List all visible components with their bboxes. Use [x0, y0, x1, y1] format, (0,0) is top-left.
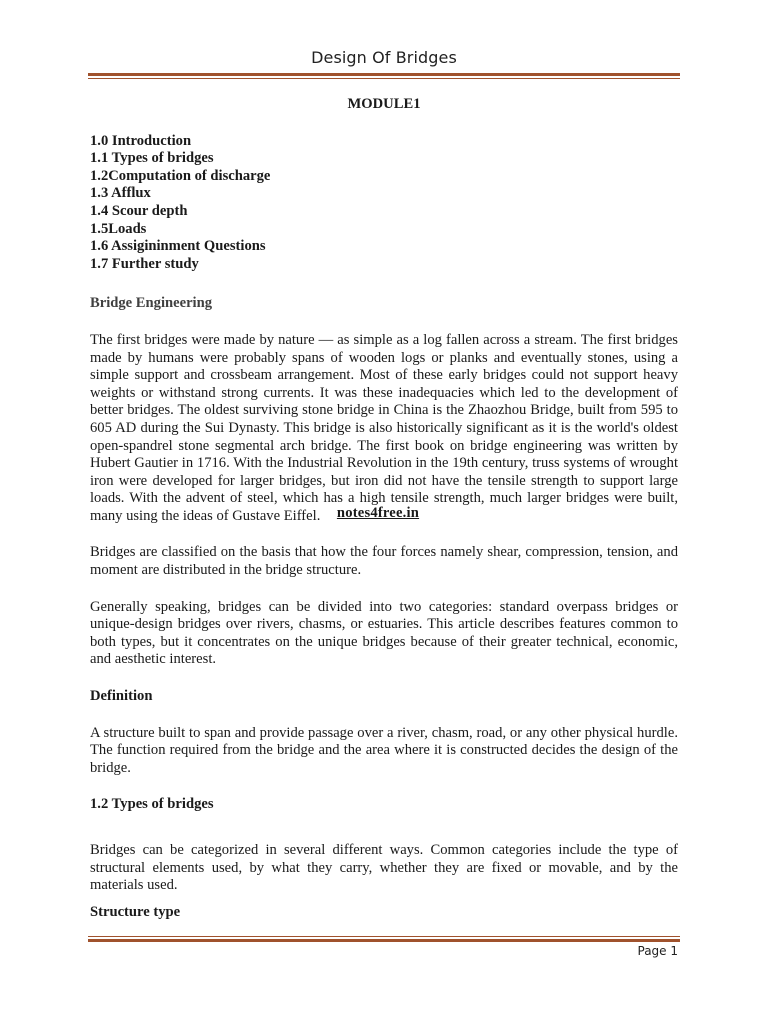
toc-item: 1.0 Introduction: [90, 132, 192, 149]
toc-item: 1.2Computation of discharge: [90, 167, 271, 184]
watermark-text: notes4free.in: [336, 505, 420, 522]
heading-types-of-bridges: 1.2 Types of bridges: [90, 796, 214, 813]
toc-item: 1.5Loads: [90, 220, 147, 237]
toc-item: 1.6 Assigininment Questions: [90, 238, 266, 255]
paragraph-categories: Generally speaking, bridges can be divided into two categories: standard overpass bridges or unique-design bridges over rivers, chasms, or estuaries. This article describes features common to both types, but it concentrates on the unique bridges because of their greater technical, economic, and aesthetic interest.: [90, 598, 678, 668]
paragraph-classification: Bridges are classified on the basis that how the four forces namely shear, compression, tension, and moment are distributed in the bridge structure.: [90, 544, 678, 579]
toc-item: 1.1 Types of bridges: [90, 150, 214, 167]
paragraph-definition: A structure built to span and provide passage over a river, chasm, road, or any other physical hurdle. The function required from the bridge and the area where it is constructed decides the design of the bridge.: [90, 724, 678, 776]
paragraph-types: Bridges can be categorized in several different ways. Common categories include the type of structural elements used, by what they carry, whether they are fixed or movable, and by the materials used.: [90, 842, 678, 894]
footer-rule-thin: [88, 936, 680, 937]
toc-item: 1.7 Further study: [90, 255, 199, 272]
header-rule: [88, 73, 680, 79]
header-rule-thick: [88, 73, 680, 76]
paragraph-history: [90, 332, 678, 526]
page-content: [90, 96, 678, 921]
heading-definition: Definition: [90, 688, 153, 705]
table-of-contents: [90, 133, 678, 274]
toc-item: 1.4 Scour depth: [90, 202, 188, 219]
module-title: MODULE1: [347, 96, 421, 112]
page-header-title: Design Of Bridges: [311, 48, 457, 67]
toc-item: 1.3 Afflux: [90, 185, 151, 202]
header-rule-thin: [88, 78, 680, 79]
paragraph-history-text: The first bridges were made by nature — as simple as a log fallen across a stream. The first bridges made by humans were probably spans of wooden logs or planks and eventually stones, using a simple support and crossbeam arrangement. Most of these early bridges could not support heavy weights or withstand strong currents. It was these inadequacies which led to the development of better bridges. The oldest surviving stone bridge in China is the Zhaozhou Bridge, built from 595 to 605 AD during the Sui Dynasty. This bridge is also historically significant as it is the world's oldest open-spandrel stone segmental arch bridge. The first book on bridge engineering was written by Hubert Gautier in 1716. With the Industrial Revolution in the 19th century, truss systems of wrought iron were developed for larger bridges, but iron did not have the tensile strength to support large loads. With the advent of steel, which has a high tensile strength, much larger bridges were built, many using the ideas of Gustave Eiffel.: [90, 331, 678, 524]
heading-bridge-engineering: Bridge Engineering: [90, 295, 213, 312]
footer-rule: [88, 936, 680, 942]
page-number: Page 1: [637, 944, 678, 958]
heading-structure-type: Structure type: [90, 903, 181, 920]
footer-rule-thick: [88, 939, 680, 942]
